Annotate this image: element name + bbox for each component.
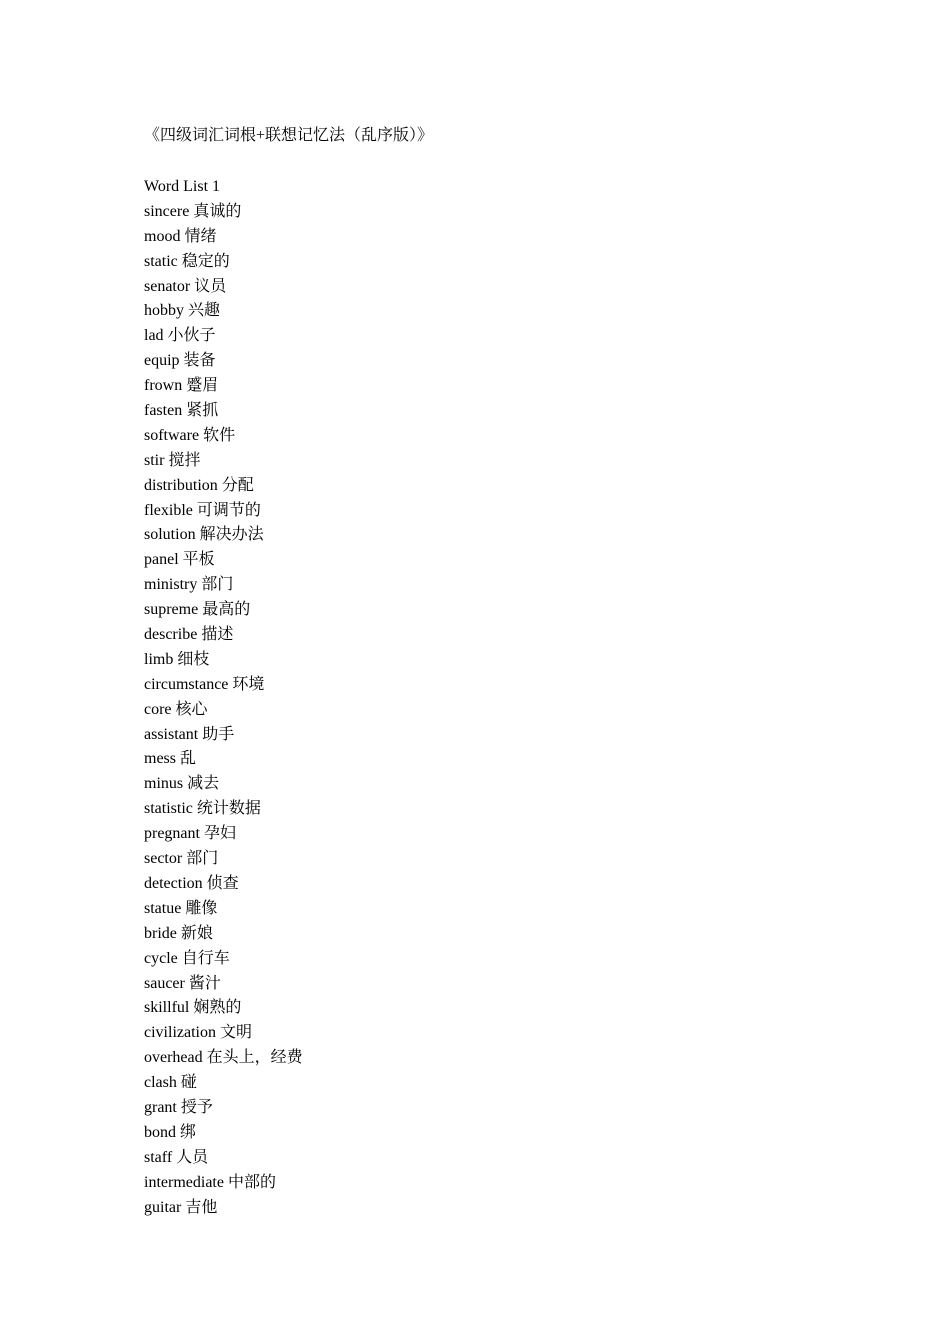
entry-meaning: 搅拌 [168, 451, 201, 469]
entry-word: cycle [144, 949, 178, 967]
entry-word: solution [144, 526, 196, 544]
entry-meaning: 统计数据 [196, 800, 261, 818]
entry-meaning: 娴熟的 [193, 999, 242, 1017]
word-entry [144, 747, 303, 772]
word-entry [144, 1096, 303, 1121]
entry-word: panel [144, 551, 179, 569]
word-entry [144, 897, 303, 922]
entry-meaning: 平板 [182, 551, 215, 569]
word-entry [144, 698, 303, 723]
word-entry [144, 872, 303, 897]
word-entry [144, 1046, 303, 1071]
entry-meaning: 稳定的 [181, 252, 230, 270]
entry-word: circumstance [144, 675, 229, 693]
word-entry [144, 1021, 303, 1046]
word-entry [144, 200, 303, 225]
entry-meaning: 装备 [183, 352, 216, 370]
document-title: 《四级词汇词根+联想记忆法（乱序版）》 [144, 127, 434, 144]
entry-word: bride [144, 924, 177, 942]
entry-meaning: 绑 [180, 1123, 197, 1141]
entry-meaning: 吉他 [185, 1198, 218, 1216]
entry-word: fasten [144, 402, 183, 420]
entry-meaning: 最高的 [202, 601, 251, 619]
entry-meaning: 在头上，经费 [206, 1049, 303, 1067]
entry-meaning: 环境 [232, 675, 265, 693]
entry-word: distribution [144, 476, 218, 494]
entry-meaning: 孕妇 [203, 825, 236, 843]
word-entry [144, 399, 303, 424]
word-entry [144, 449, 303, 474]
word-entry [144, 499, 303, 524]
word-entry [144, 324, 303, 349]
word-entry [144, 723, 303, 748]
entry-meaning: 酱汁 [188, 974, 221, 992]
entry-word: lad [144, 327, 164, 345]
entry-word: describe [144, 626, 198, 644]
word-entry [144, 523, 303, 548]
word-entry [144, 1071, 303, 1096]
word-list [144, 175, 303, 1220]
word-entry [144, 275, 303, 300]
entry-word: stir [144, 451, 165, 469]
entry-word: sector [144, 850, 183, 868]
entry-word: bond [144, 1123, 176, 1141]
entry-word: sincere [144, 202, 190, 220]
entry-meaning: 部门 [186, 850, 219, 868]
word-entry [144, 847, 303, 872]
entry-meaning: 部门 [201, 576, 234, 594]
entry-word: hobby [144, 302, 184, 320]
entry-word: clash [144, 1074, 177, 1092]
entry-meaning: 紧抓 [186, 402, 219, 420]
entry-meaning: 文明 [219, 1024, 252, 1042]
word-entry [144, 772, 303, 797]
entry-word: equip [144, 352, 180, 370]
word-entry [144, 1171, 303, 1196]
entry-meaning: 乱 [180, 750, 197, 768]
word-entry [144, 374, 303, 399]
word-entry [144, 996, 303, 1021]
entry-word: statue [144, 899, 182, 917]
word-entry [144, 474, 303, 499]
entry-word: flexible [144, 501, 193, 519]
entry-meaning: 分配 [221, 476, 254, 494]
entry-word: frown [144, 377, 183, 395]
word-entry [144, 673, 303, 698]
entry-word: detection [144, 874, 203, 892]
word-entry [144, 250, 303, 275]
entry-meaning: 真诚的 [193, 202, 242, 220]
word-list-heading: Word List 1 [144, 178, 221, 195]
word-entry [144, 947, 303, 972]
entry-meaning: 议员 [194, 277, 227, 295]
entry-meaning: 助手 [202, 725, 235, 743]
word-entry [144, 797, 303, 822]
entry-meaning: 自行车 [181, 949, 230, 967]
word-entry [144, 225, 303, 250]
word-entry [144, 623, 303, 648]
entry-meaning: 可调节的 [196, 501, 261, 519]
entry-meaning: 核心 [175, 700, 208, 718]
entry-word: staff [144, 1148, 173, 1166]
word-entry [144, 1146, 303, 1171]
entry-word: assistant [144, 725, 199, 743]
word-entry [144, 922, 303, 947]
entry-word: guitar [144, 1198, 182, 1216]
entry-meaning: 描述 [201, 626, 234, 644]
word-entry [144, 299, 303, 324]
entry-word: pregnant [144, 825, 200, 843]
entry-meaning: 新娘 [180, 924, 213, 942]
entry-meaning: 雕像 [185, 899, 218, 917]
entry-word: skillful [144, 999, 190, 1017]
entry-word: intermediate [144, 1173, 224, 1191]
entry-meaning: 细枝 [177, 650, 210, 668]
entry-word: software [144, 426, 200, 444]
entry-word: statistic [144, 800, 193, 818]
entry-word: saucer [144, 974, 185, 992]
word-entry [144, 648, 303, 673]
entry-word: static [144, 252, 178, 270]
entry-word: limb [144, 650, 174, 668]
entry-meaning: 兴趣 [188, 302, 221, 320]
entry-meaning: 人员 [176, 1148, 209, 1166]
entry-word: ministry [144, 576, 198, 594]
entry-word: civilization [144, 1024, 216, 1042]
entry-word: overhead [144, 1049, 203, 1067]
word-entry [144, 822, 303, 847]
word-entry [144, 349, 303, 374]
entry-word: senator [144, 277, 191, 295]
word-entry [144, 1121, 303, 1146]
word-entry [144, 972, 303, 997]
entry-meaning: 减去 [187, 775, 220, 793]
entry-word: core [144, 700, 172, 718]
word-entry [144, 1196, 303, 1221]
entry-meaning: 碰 [180, 1074, 197, 1092]
entry-meaning: 解决办法 [199, 526, 264, 544]
word-entry [144, 598, 303, 623]
entry-word: mood [144, 227, 181, 245]
entry-meaning: 侦查 [206, 874, 239, 892]
word-entry [144, 573, 303, 598]
entry-word: supreme [144, 601, 199, 619]
entry-meaning: 情绪 [184, 227, 217, 245]
entry-meaning: 蹙眉 [186, 377, 219, 395]
entry-word: grant [144, 1098, 177, 1116]
word-entry [144, 424, 303, 449]
entry-meaning: 软件 [203, 426, 236, 444]
entry-word: mess [144, 750, 176, 768]
entry-meaning: 小伙子 [167, 327, 216, 345]
entry-meaning: 中部的 [227, 1173, 276, 1191]
entry-meaning: 授予 [180, 1098, 213, 1116]
entry-word: minus [144, 775, 184, 793]
word-entry [144, 548, 303, 573]
